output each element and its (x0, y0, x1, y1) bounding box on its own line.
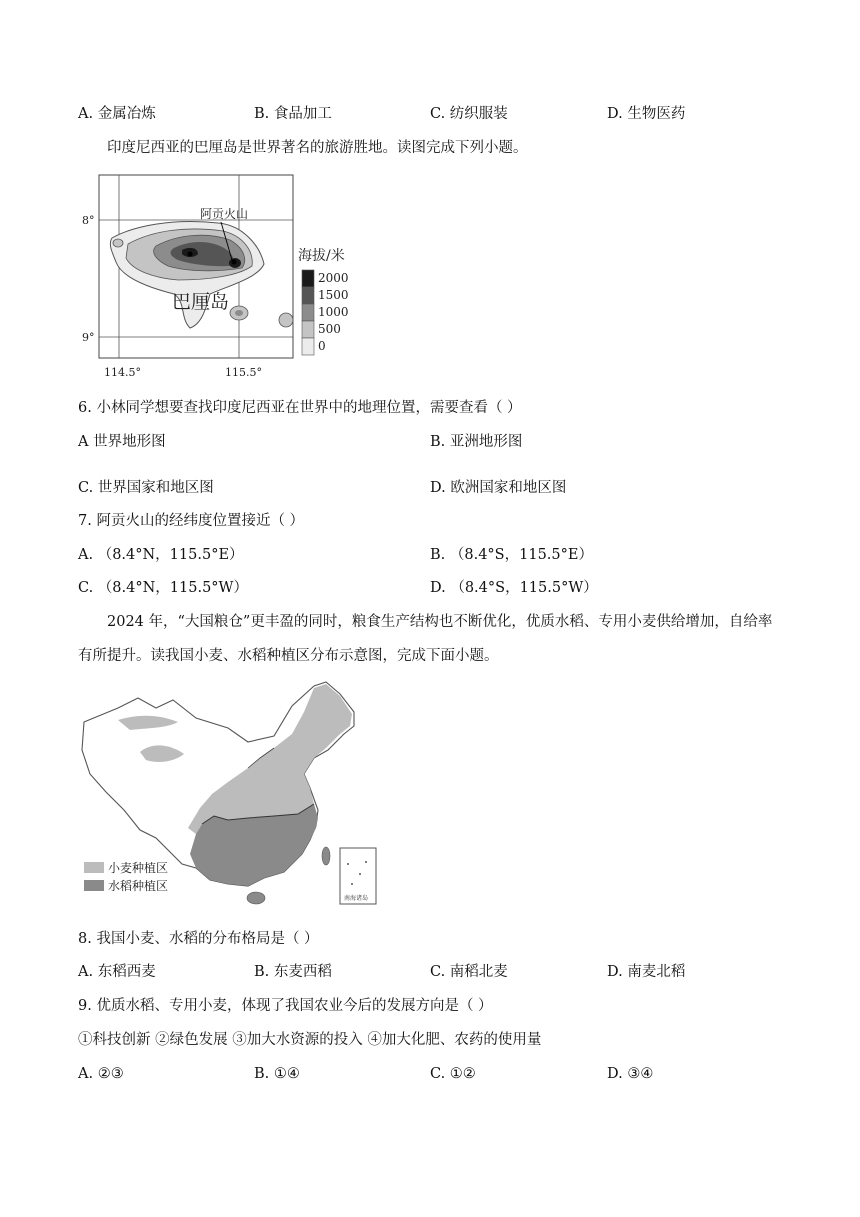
volcano-label: 阿贡火山 (200, 207, 249, 221)
q8-option-c: C. 南稻北麦 (430, 964, 508, 980)
lon-label-1145: 114.5° (104, 366, 141, 379)
intro-grain-line1: 2024 年，“大国粮仓”更丰盈的同时，粮食生产结构也不断优化，优质水稻、专用小麦供给增加，自给率 (107, 614, 773, 630)
lat-label-9: 9° (82, 331, 95, 344)
q9-option-c: C. ①② (430, 1066, 476, 1082)
q5-option-b: B. 食品加工 (254, 106, 332, 122)
lat-label-8: 8° (82, 214, 95, 227)
legend-rice-swatch (84, 880, 104, 891)
lon-label-1155: 115.5° (225, 366, 262, 379)
taiwan-island (322, 847, 330, 865)
q7-option-d: D. （8.4°S，115.5°W） (430, 580, 598, 596)
legend-title: 海拔/米 (298, 248, 345, 264)
q6-option-b: B. 亚洲地形图 (430, 434, 523, 450)
china-crop-map (78, 678, 388, 910)
q9-items: ①科技创新 ②绿色发展 ③加大水资源的投入 ④加大化肥、农药的使用量 (78, 1032, 542, 1048)
q9-stem: 9. 优质水稻、专用小麦，体现了我国农业今后的发展方向是（ ） (78, 998, 493, 1014)
legend-swatch-500 (302, 321, 314, 338)
q8-option-a: A. 东稻西麦 (78, 964, 156, 980)
q9-option-a: A. ②③ (78, 1066, 124, 1082)
legend-swatch-2000 (302, 270, 314, 287)
q8-stem: 8. 我国小麦、水稻的分布格局是（ ） (78, 931, 319, 947)
legend-value-1000: 1000 (318, 305, 349, 319)
legend-swatch-1500 (302, 287, 314, 304)
legend-swatch-0 (302, 338, 314, 355)
legend-wheat-label: 小麦种植区 (108, 861, 169, 875)
legend-value-0: 0 (318, 339, 326, 353)
inset-label: 南海诸岛 (344, 895, 369, 902)
q8-option-b: B. 东麦西稻 (254, 964, 332, 980)
legend-value-1500: 1500 (318, 288, 349, 302)
q6-option-a: A 世界地形图 (78, 434, 166, 450)
legend-rice-label: 水稻种植区 (108, 879, 169, 893)
q8-option-d: D. 南麦北稻 (607, 964, 686, 980)
islet-west (113, 239, 123, 247)
elevation-legend (302, 270, 349, 355)
q6-stem: 6. 小林同学想要查找印度尼西亚在世界中的地理位置，需要查看（ ） (78, 400, 522, 416)
q7-option-a: A. （8.4°N，115.5°E） (78, 547, 244, 563)
legend-wheat-swatch (84, 862, 104, 873)
q5-option-d: D. 生物医药 (607, 106, 686, 122)
legend-swatch-1000 (302, 304, 314, 321)
q7-option-b: B. （8.4°S，115.5°E） (430, 547, 593, 563)
islet-2 (279, 313, 293, 327)
intro-bali: 印度尼西亚的巴厘岛是世界著名的旅游胜地。读图完成下列小题。 (107, 140, 528, 156)
bali-map (78, 168, 368, 386)
q7-option-c: C. （8.4°N，115.5°W） (78, 580, 248, 596)
legend-value-2000: 2000 (318, 271, 349, 285)
legend-value-500: 500 (318, 322, 341, 336)
q9-option-d: D. ③④ (607, 1066, 654, 1082)
q6-option-d: D. 欧洲国家和地区图 (430, 480, 567, 496)
q7-stem: 7. 阿贡火山的经纬度位置接近（ ） (78, 513, 305, 529)
island-label: 巴厘岛 (172, 291, 230, 313)
q5-option-a: A. 金属冶炼 (78, 106, 156, 122)
intro-grain-line2: 有所提升。读我国小麦、水稻种植区分布示意图，完成下面小题。 (78, 648, 499, 664)
q5-option-c: C. 纺织服装 (430, 106, 508, 122)
q6-option-c: C. 世界国家和地区图 (78, 480, 214, 496)
hainan-island (247, 892, 265, 904)
q9-option-b: B. ①④ (254, 1066, 300, 1082)
